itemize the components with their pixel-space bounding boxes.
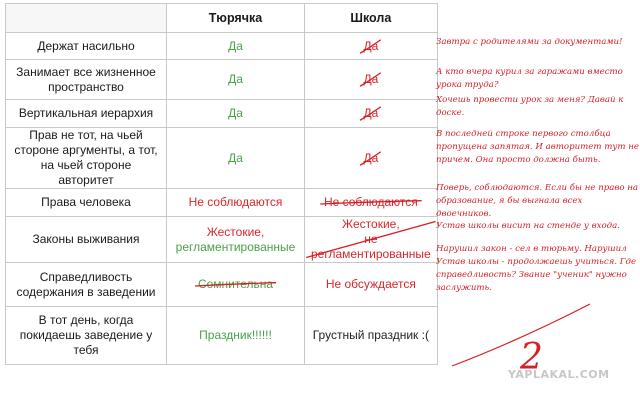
value-text: Не соблюдаются	[323, 195, 418, 209]
annotation: Устав школы висит на стенде у входа.	[436, 221, 620, 231]
value-text-struck	[198, 277, 273, 292]
row-label: Держат насильно	[6, 33, 167, 60]
value-text: Праздник!!!!!!	[199, 328, 272, 342]
table-row	[6, 217, 438, 263]
school-value	[305, 189, 438, 217]
row-label: Права человека	[6, 189, 167, 217]
value-text-struck	[363, 39, 378, 54]
row-label: Справедливость содержания в заведении	[6, 263, 167, 307]
value-text: Грустный праздник :(	[312, 328, 429, 342]
table-row	[6, 128, 438, 189]
prison-value	[167, 100, 305, 128]
school-value	[305, 263, 438, 307]
annotation: Завтра с родителями за документами!	[436, 37, 623, 47]
table-row	[6, 307, 438, 365]
row-label: Вертикальная иерархия	[6, 100, 167, 128]
comparison-table	[5, 3, 438, 365]
value-text-struck	[311, 217, 431, 262]
table-row	[6, 100, 438, 128]
annotation: В последней строке первого столбца пропущена запятая. И авторитет тут не причем. Она просто должна быть.	[436, 129, 639, 165]
value-text-part2: регламентированные	[175, 239, 296, 254]
school-value	[305, 60, 438, 100]
value-text	[176, 225, 296, 255]
annotation: Поверь, соблюдаются. Если бы не право на образование, я бы выгнала всех двоечников.	[436, 183, 639, 219]
school-value	[305, 33, 438, 60]
prison-value	[167, 263, 305, 307]
value-text-struck	[363, 72, 378, 87]
header-empty-cell	[6, 4, 167, 33]
annotation: А кто вчера курил за гаражами вместо урока труда?	[436, 67, 623, 90]
value-text-part1: Жестокие,	[206, 224, 265, 239]
value-text: Не обсуждается	[325, 277, 416, 291]
value-text: Жестокие, не регламентированные	[311, 217, 431, 261]
value-text: Да	[363, 38, 379, 53]
row-label: Занимает все жизненное пространство	[6, 60, 167, 100]
prison-value	[167, 217, 305, 263]
value-text: Да	[363, 150, 379, 165]
value-text: Да	[228, 106, 243, 120]
table-header-row	[6, 4, 438, 33]
grade-mark: 2	[520, 337, 543, 378]
value-text-struck	[363, 106, 378, 121]
value-text: Сомнительна	[197, 277, 274, 291]
value-text: Да	[228, 72, 243, 86]
value-text: Да	[228, 150, 243, 165]
school-value	[305, 128, 438, 189]
school-value	[305, 217, 438, 263]
annotation: Нарушил закон - сел в тюрьму. Нарушил Устав школы - продолжаешь учиться. Где справедливость? Звание "ученик" нужно заслужить.	[436, 244, 637, 293]
watermark: YAPLAKAL.COM	[508, 368, 610, 381]
table-row	[6, 60, 438, 100]
school-value	[305, 100, 438, 128]
row-label: В тот день, когда покидаешь заведение у тебя	[6, 307, 167, 365]
prison-value	[167, 307, 305, 365]
value-text: Да	[228, 38, 243, 53]
school-value	[305, 307, 438, 365]
prison-value	[167, 189, 305, 217]
value-text: Не соблюдаются	[188, 195, 283, 209]
value-text: Да	[363, 106, 379, 120]
header-school: Школа	[305, 4, 438, 33]
table-row	[6, 189, 438, 217]
value-text-struck	[363, 151, 378, 166]
table-row	[6, 33, 438, 60]
row-label: Законы выживания	[6, 217, 167, 263]
row-label: Прав не тот, на чьей стороне аргументы, а тот, на чьей стороне авторитет	[6, 128, 167, 189]
annotation: Хочешь провести урок за меня? Давай к доске.	[436, 95, 624, 118]
value-text: Да	[363, 72, 379, 86]
table-row	[6, 263, 438, 307]
prison-value	[167, 60, 305, 100]
prison-value	[167, 128, 305, 189]
header-prison: Тюрячка	[167, 4, 305, 33]
prison-value	[167, 33, 305, 60]
value-text-struck	[324, 195, 418, 210]
